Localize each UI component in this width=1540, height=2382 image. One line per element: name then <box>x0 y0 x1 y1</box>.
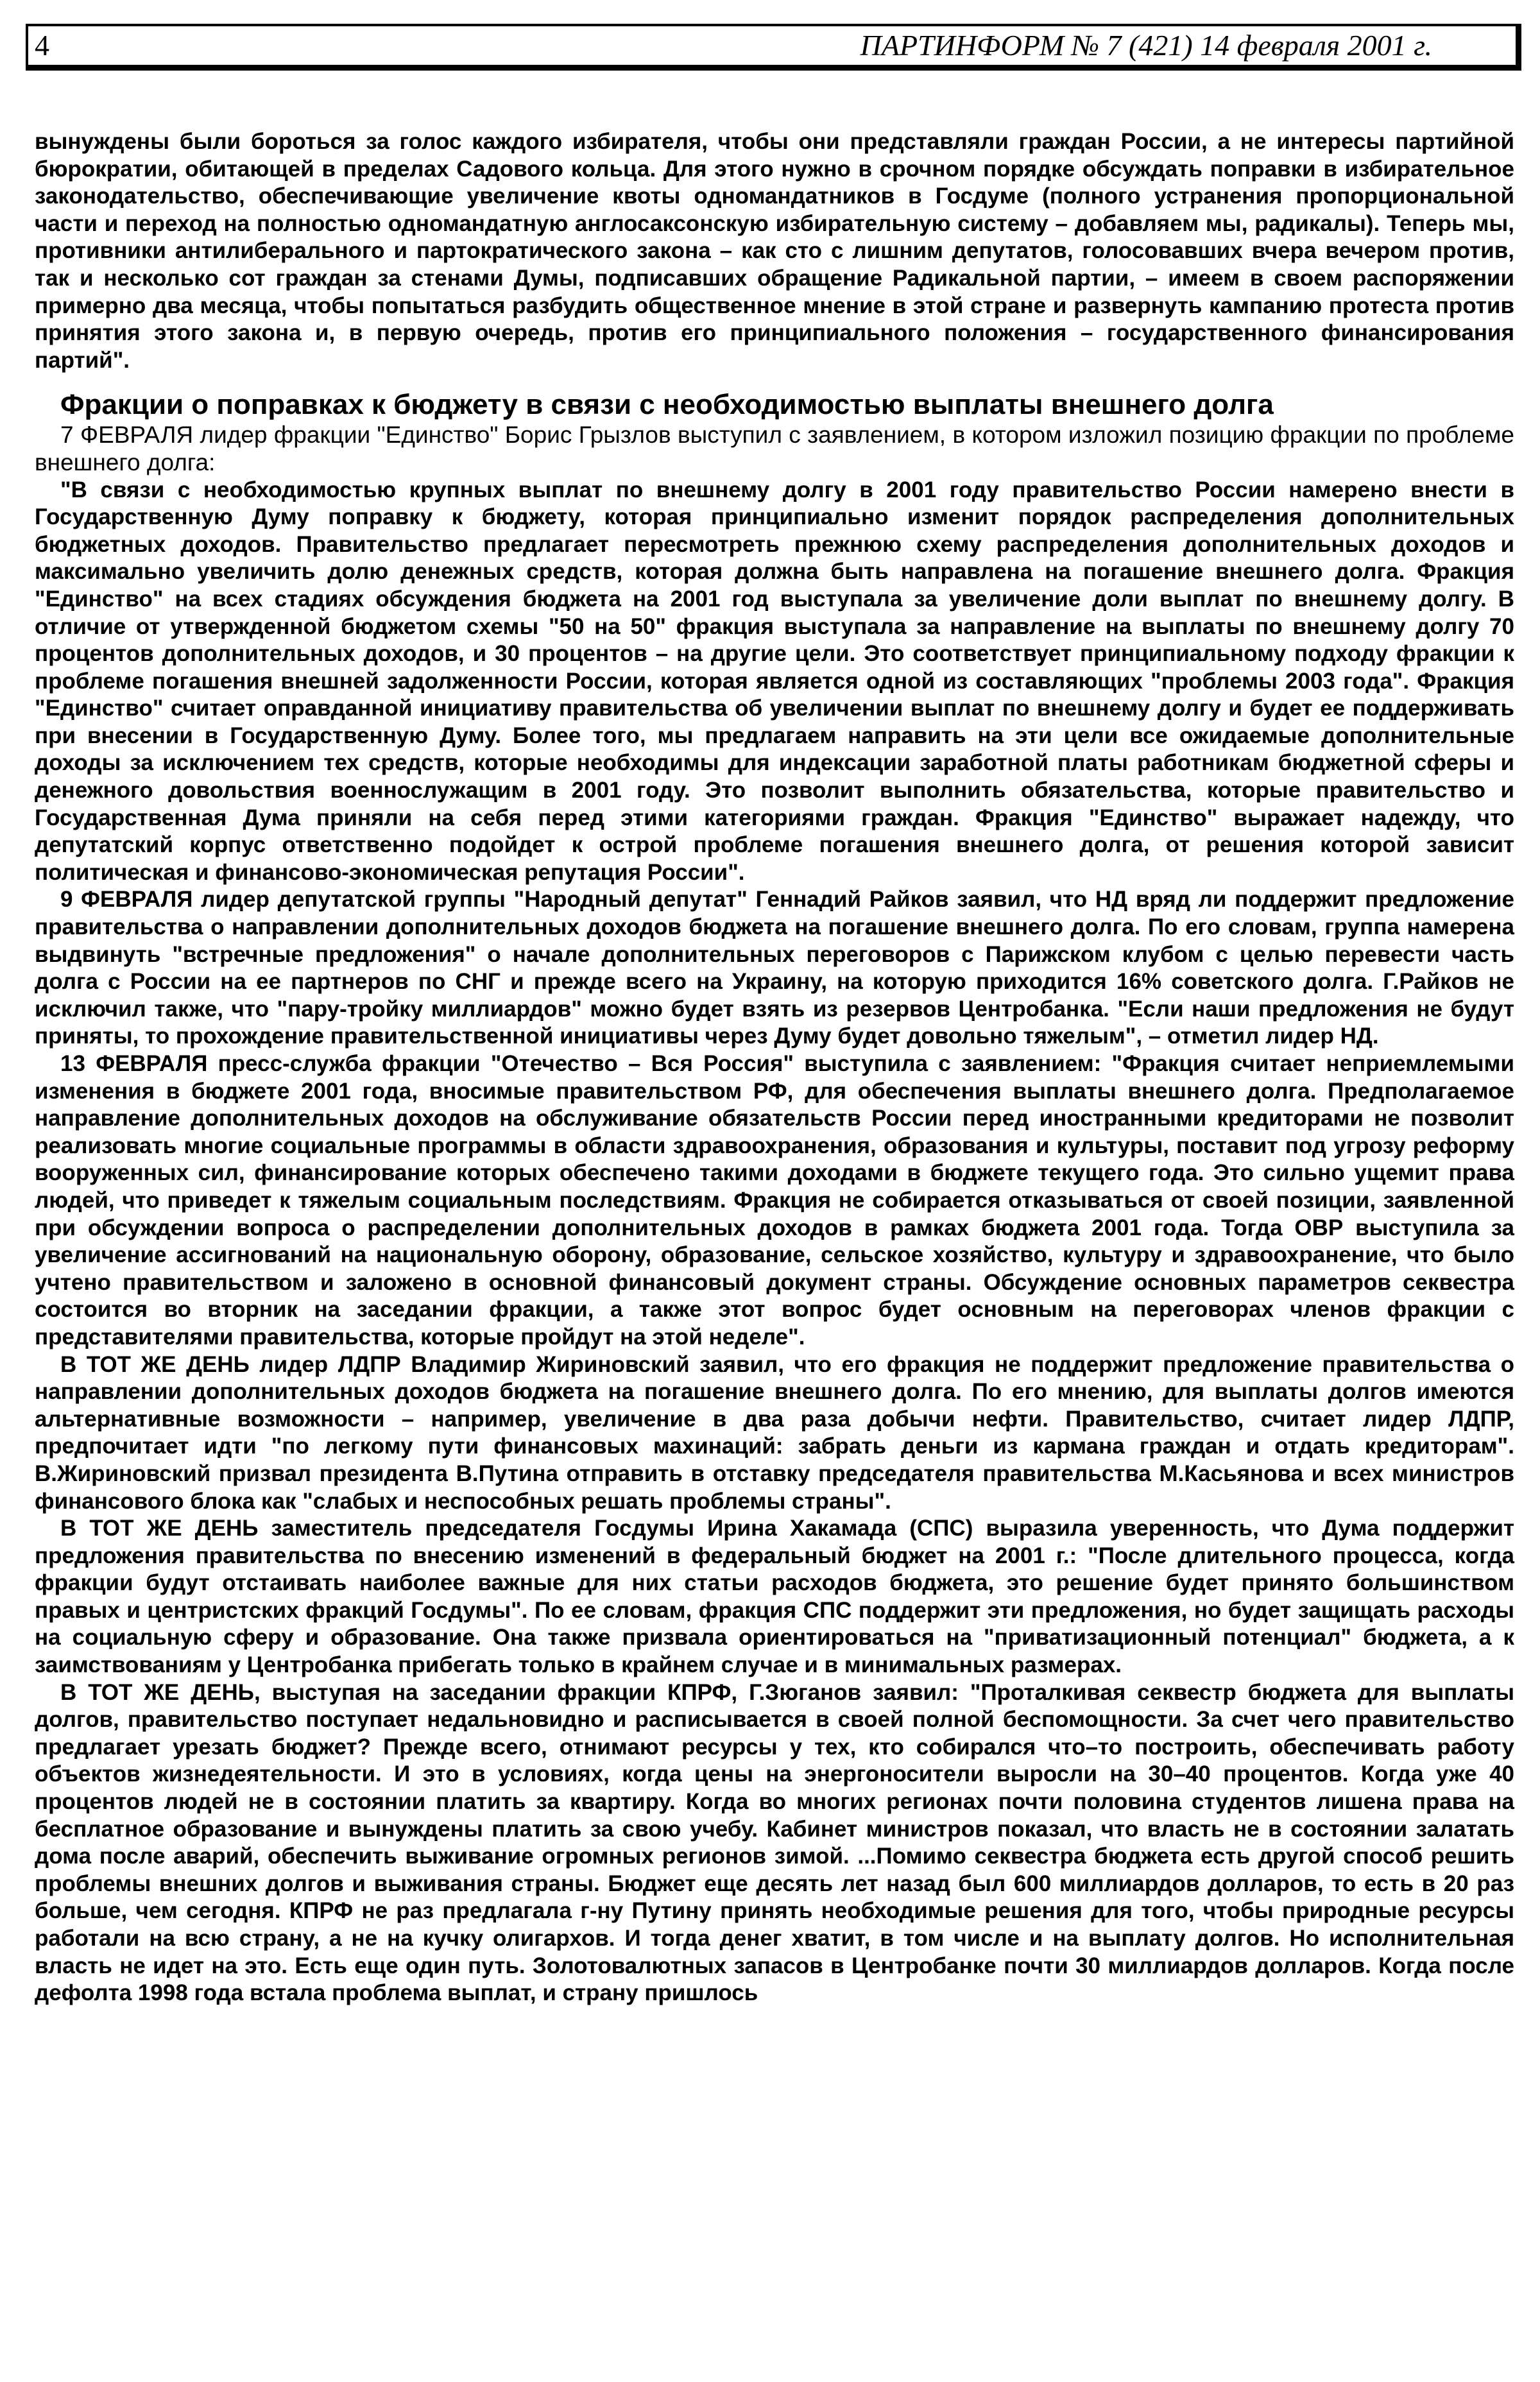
paragraph-text: лидер депутатской группы "Народный депутат" Геннадий Райков заявил, что НД вряд ли поддержит предложение правительства о направлении дополнительных доходов бюджета на погашение внешнего долга. По его словам, группа намерена выдвинуть "встречные предложения" о начале дополнительных переговоров с Парижском клубом с целью перевести часть долга с России на ее партнеров по СНГ и прежде всего на Украину, на которую приходится 16% советского долга. Г.Райков не исключил также, что "пару-тройку миллиардов" можно будет взять из резервов Центробанка. "Если наши предложения не будут приняты, то прохождение правительственной инициативы через Думу будет довольно тяжелым", – отметил лидер НД. <box>35 887 1514 1049</box>
paragraph-text: лидер ЛДПР Владимир Жириновский заявил, что его фракция не поддержит предложение правительства о направлении дополнительных доходов бюджета на погашение внешнего долга. По его мнению, для выплаты долгов имеются альтернативные возможности – например, увеличение в два раза добычи нефти. Правительство, считает лидер ЛДПР, предпочитает идти "по легкому пути финансовых махинаций: забрать деньги из кармана граждан и отдать кредиторам". В.Жириновский призвал президента В.Путина отправить в отставку председателя правительства М.Касьянова и всех министров финансового блока как "слабых и неспособных решать проблемы страны". <box>35 1351 1514 1514</box>
paragraph-ldpr <box>35 1351 1514 1516</box>
paragraph-text: , выступая на заседании фракции КПРФ, Г.Зюганов заявил: "Проталкивая секвестр бюджета для выплаты долгов, правительство поступает недальновидно и расписывается в своей полной беспомощности. За счет чего правительство предлагает урезать бюджет? Прежде всего, отнимают ресурсы у тех, кто собирался что–то построить, обеспечивать работу объектов жизнедеятельности. И это в условиях, когда цены на энергоносители выросли на 30–40 процентов. Когда уже 40 процентов людей не в состоянии платить за квартиру. Когда во многих регионах почти половина студентов лишена права на бесплатное образование и вынуждены платить за свою учебу. Кабинет министров показал, что власть не в состоянии залатать дома после аварий, обеспечить выживание огромных регионов зимой. ...Помимо секвестра бюджета есть другой способ решить проблемы внешних долгов и выживания страны. Бюджет еще десять лет назад был 600 миллиардов долларов, то есть в 20 раз больше, чем сегодня. КПРФ не раз предлагала г-ну Путину принять необходимые решения для того, чтобы природные ресурсы работали на всю страну, а не на кучку олигархов. И тогда денег хватит, в том числе и на выплату долгов. Но исполнительная власть не идет на это. Есть еще один путь. Золотовалютных запасов в Центробанке почти 30 миллиардов долларов. Когда после дефолта 1998 года встала проблема выплат, и страну пришлось <box>35 1679 1514 2006</box>
article-intro: 7 ФЕВРАЛЯ лидер фракции "Единство" Борис Грызлов выступил с заявлением, в котором изложил позицию фракции по проблеме внешнего долга: <box>35 422 1514 476</box>
publication-title: ПАРТИНФОРМ № 7 (421) 14 февраля 2001 г. <box>860 29 1432 62</box>
page-number: 4 <box>35 29 49 62</box>
paragraph-text: заместитель председателя Госдумы Ирина Хакамада (СПС) выразила уверенность, что Дума поддержит предложения правительства по внесению изменений в федеральный бюджет на 2001 г.: "После длительного процесса, когда фракции будут отстаивать наиболее важные для них статьи расходов бюджета, это решение будет принято большинством правых и центристских фракций Госдумы". По ее словам, фракция СПС поддержит эти предложения, но будет защищать расходы на социальную сферу и образование. Она также призвала ориентироваться на "приватизационный потенциал" бюджета, а к заимствованиям у Центробанка прибегать только в крайнем случае и в минимальных размерах. <box>35 1516 1515 1678</box>
date-lead: В ТОТ ЖЕ ДЕНЬ <box>60 1679 254 1705</box>
date-lead: В ТОТ ЖЕ ДЕНЬ <box>60 1516 259 1541</box>
date-lead: 9 ФЕВРАЛЯ <box>60 887 193 913</box>
page-header <box>26 24 1521 71</box>
paragraph-sps <box>35 1515 1514 1679</box>
paragraph-kprf <box>35 1679 1514 2007</box>
article-title: Фракции о поправках к бюджету в связи с необходимостью выплаты внешнего долга <box>60 389 1274 421</box>
continuation-paragraph: вынуждены были бороться за голос каждого избирателя, чтобы они представляли граждан России, а не интересы партийной бюрократии, обитающей в пределах Садового кольца. Для этого нужно в срочном порядке обсуждать поправки в избирательное законодательство, обеспечивающие увеличение квоты одномандатников в Госдуме (полного устранения пропорциональной части и переход на полностью одномандатную англосаксонскую избирательную систему – добавляем мы, радикалы). Теперь мы, противники антилиберального и партократического закона – как сто с лишним депутатов, голосовавших вчера вечером против, так и несколько сот граждан за стенами Думы, подписавших обращение Радикальной партии, – имеем в своем распоряжении примерно два месяца, чтобы попытаться разбудить общественное мнение в этой стране и развернуть кампанию протеста против принятия этого закона и, в первую очередь, против его принципиального положения – государственного финансирования партий". <box>35 129 1514 373</box>
article-quote: "В связи с необходимостью крупных выплат по внешнему долгу в 2001 году правительство России намерено внести в Государственную Думу поправку к бюджету, которая принципиально изменит порядок распределения дополнительных бюджетных доходов. Правительство предлагает пересмотреть прежнюю схему распределения дополнительных доходов и максимально увеличить долю денежных средств, которая должна быть направлена на погашение внешнего долга. Фракция "Единство" на всех стадиях обсуждения бюджета на 2001 год выступала за увеличение доли выплат по внешнему долгу. В отличие от утвержденной бюджетом схемы "50 на 50" фракция выступала за направление на выплаты по внешнему долгу 70 процентов дополнительных доходов, и 30 процентов – на другие цели. Это соответствует принципиальному подходу фракции к проблеме погашения внешней задолженности России, которая является одной из составляющих "проблемы 2003 года". Фракция "Единство" считает оправданной инициативу правительства об увеличении выплат по внешнему долгу и будет ее поддерживать при внесении в Государственную Думу. Более того, мы предлагаем направить на эти цели все ожидаемые дополнительные доходы за исключением тех средств, которые необходимы для индексации заработной платы работникам бюджетной сферы и денежного довольствия военнослужащим в 2001 году. Это позволит выполнить обязательства, которые правительство и Государственная Дума приняли на себя перед этими категориями граждан. Фракция "Единство" выражает надежду, что депутатский корпус ответственно подойдет к острой проблеме погашения внешнего долга, от решения которой зависит политическая и финансово-экономическая репутация России". <box>35 477 1514 885</box>
date-lead: В ТОТ ЖЕ ДЕНЬ <box>60 1351 250 1377</box>
article-body <box>35 128 1514 2007</box>
paragraph-feb13 <box>35 1050 1514 1351</box>
paragraph-text: пресс-служба фракции "Отечество – Вся Россия" выступила с заявлением: "Фракция считает неприемлемыми изменения в бюджете 2001 года, вносимые правительством РФ, для обеспечения выплаты внешнего долга. Предполагаемое направление дополнительных доходов на обслуживание обязательств России перед иностранными кредиторами не позволит реализовать многие социальные программы в области здравоохранения, образования и культуры, поставит под угрозу реформу вооруженных сил, финансирование которых обеспечено такими доходами в бюджете текущего года. Это сильно ущемит права людей, что приведет к тяжелым социальным последствиям. Фракция не собирается отказываться от своей позиции, заявленной при обсуждении вопроса о распределении дополнительных доходов в рамках бюджета 2001 года. Тогда ОВР выступила за увеличение ассигнований на национальную оборону, образование, сельское хозяйство, культуру и здравоохранение, что было учтено правительством и заложено в основной финансовый документ страны. Обсуждение основных параметров секвестра состоится во вторник на заседании фракции, а также этот вопрос будет основным на переговорах членов фракции с представителями правительства, которые пройдут на этой неделе". <box>35 1051 1514 1350</box>
paragraph-feb9 <box>35 886 1514 1050</box>
date-lead: 13 ФЕВРАЛЯ <box>60 1051 208 1076</box>
